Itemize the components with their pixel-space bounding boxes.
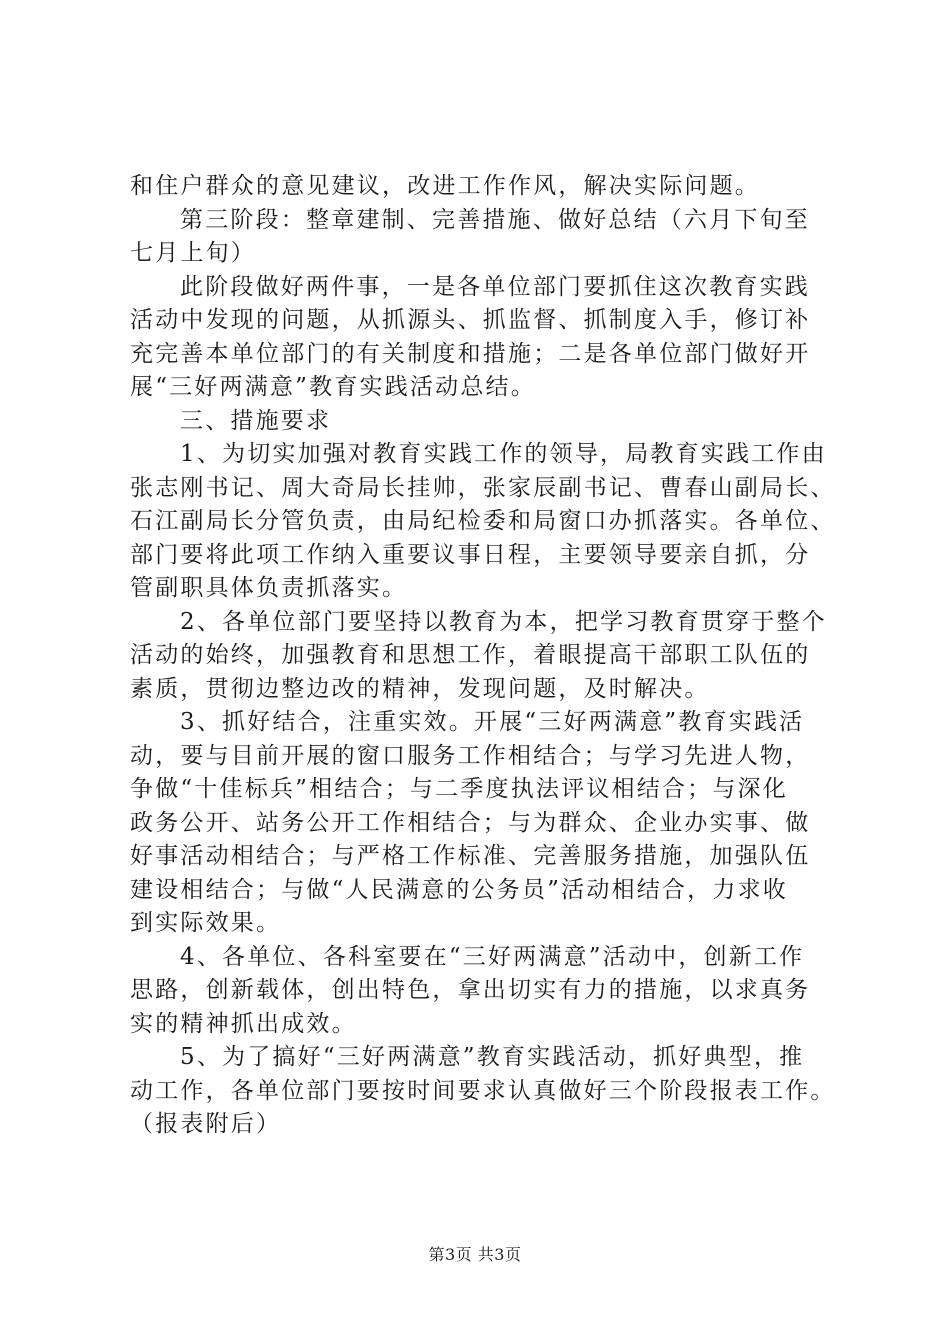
text-line: 活动中发现的问题，从抓源头、抓监督、抓制度入手，修订补 [130, 307, 811, 333]
text-line: 好事活动相结合；与严格工作标准、完善服务措施，加强队伍 [130, 843, 811, 869]
text-line: 争做“十佳标兵”相结合；与二季度执法评议相结合；与深化 [130, 776, 788, 802]
text-line: 部门要将此项工作纳入重要议事日程，主要领导要亲自抓，分 [130, 541, 811, 568]
text-line: 充完善本单位部门的有关制度和措施；二是各单位部门做好开 [130, 340, 811, 367]
text-line: 素质，贯彻边整边改的精神，发现问题，及时解决。 [130, 675, 710, 702]
text-line: 第三阶段：整章建制、完善措施、做好总结（六月下旬至 [180, 206, 810, 233]
text-line: 到实际效果。 [130, 910, 282, 936]
text-line: 此阶段做好两件事，一是各单位部门要抓住这次教育实践 [180, 273, 810, 300]
text-line: 和住户群众的意见建议，改进工作作风，解决实际问题。 [130, 173, 760, 199]
text-line: 1、为切实加强对教育实践工作的领导，局教育实践工作由 [180, 441, 827, 467]
text-line: 政务公开、站务公开工作相结合；与为群众、企业办实事、做 [130, 809, 811, 836]
text-line: 思路，创新载体，创出特色，拿出切实有力的措施，以求真务 [130, 977, 811, 1003]
text-line: 展“三好两满意”教育实践活动总结。 [130, 374, 536, 400]
text-line: 4、各单位、各科室要在“三好两满意”活动中，创新工作 [180, 943, 805, 970]
text-line: 建设相结合；与做“人民满意的公务员”活动相结合，力求收 [130, 876, 788, 903]
document-body [130, 170, 850, 1142]
text-line: 5、为了搞好“三好两满意”教育实践活动，抓好典型，推 [180, 1044, 805, 1070]
page-number-footer: 第3页 共3页 [428, 1245, 522, 1264]
text-line: 石江副局长分管负责，由局纪检委和局窗口办抓落实。各单位、 [130, 508, 836, 534]
text-line: 七月上旬） [130, 240, 256, 266]
text-line: （报表附后） [130, 1111, 282, 1137]
text-line: 实的精神抓出成效。 [130, 1010, 357, 1037]
text-line: 动工作，各单位部门要按时间要求认真做好三个阶段报表工作。 [130, 1077, 836, 1104]
text-line: 活动的始终，加强教育和思想工作，着眼提高干部职工队伍的 [130, 642, 811, 668]
section-heading: 三、措施要求 [180, 407, 332, 434]
text-line: 管副职具体负责抓落实。 [130, 575, 408, 601]
text-line: 动，要与目前开展的窗口服务工作相结合；与学习先进人物， [130, 742, 811, 769]
text-line: 3、抓好结合，注重实效。开展“三好两满意”教育实践活 [180, 709, 805, 735]
text-line: 张志刚书记、周大奇局长挂帅，张家辰副书记、曹春山副局长、 [130, 474, 836, 501]
text-line: 2、各单位部门要坚持以教育为本，把学习教育贯穿于整个 [180, 608, 827, 635]
